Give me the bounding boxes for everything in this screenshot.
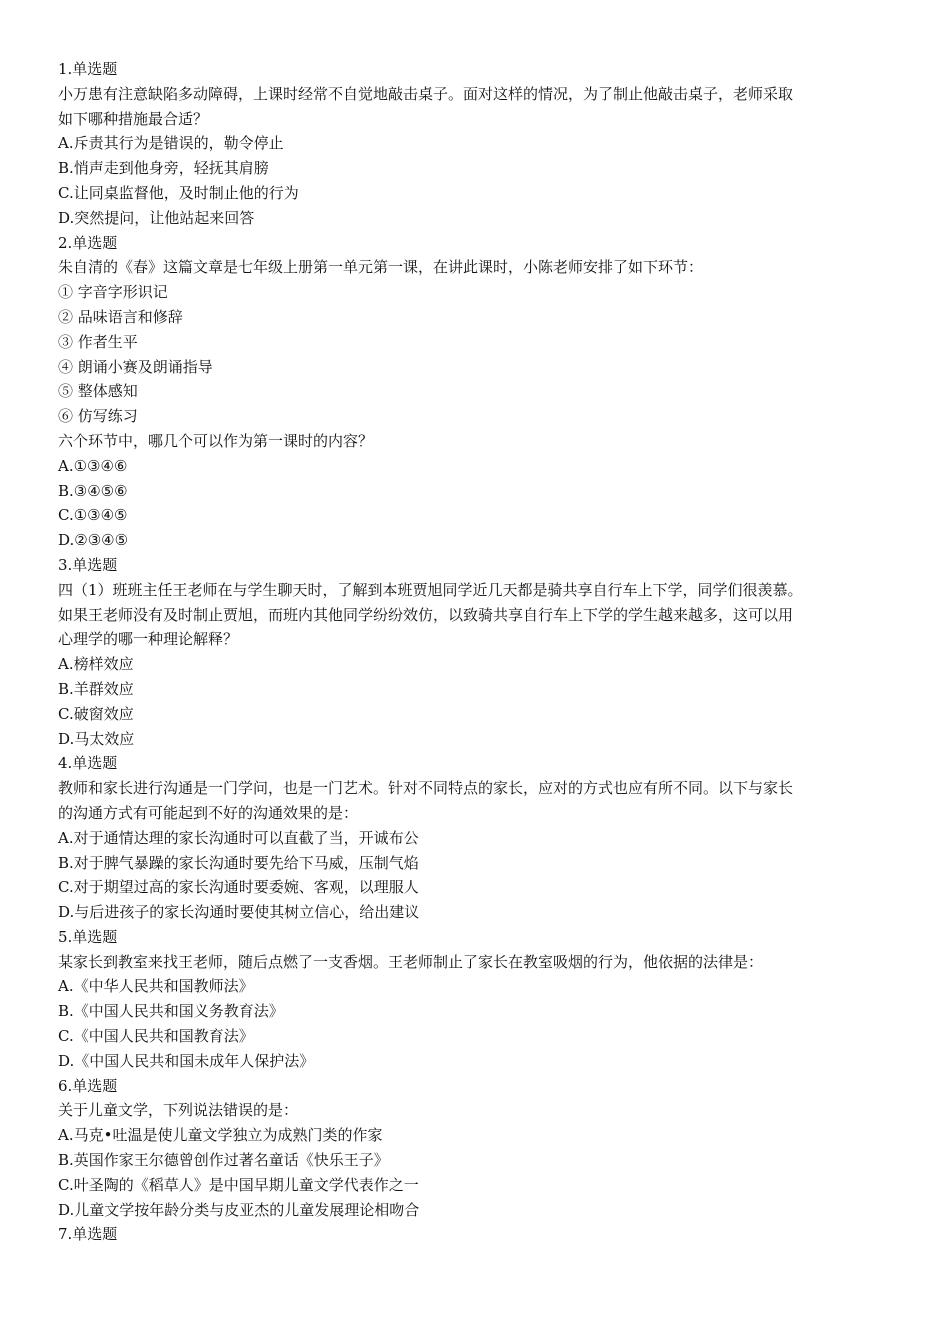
answer-option: B.《中国人民共和国义务教育法》 <box>58 1002 284 1021</box>
question-header: 1.单选题 <box>58 60 118 78</box>
question-stem-line: ⑤ 整体感知 <box>58 382 138 401</box>
answer-option: B.对于脾气暴躁的家长沟通时要先给下马威，压制气焰 <box>58 853 419 872</box>
document-body <box>58 57 898 1247</box>
question-stem-line: ⑥ 仿写练习 <box>58 407 138 426</box>
question-stem-line: 如下哪种措施最合适？ <box>58 109 209 128</box>
question-block <box>58 553 898 751</box>
answer-option: C.叶圣陶的《稻草人》是中国早期儿童文学代表作之一 <box>58 1175 419 1194</box>
question-header: 7.单选题 <box>58 1225 118 1244</box>
question-header: 6.单选题 <box>58 1076 118 1095</box>
question-stem-line: 六个环节中，哪几个可以作为第一课时的内容？ <box>58 431 374 450</box>
answer-option: C.对于期望过高的家长沟通时要委婉、客观，以理服人 <box>58 878 419 897</box>
question-block <box>58 57 898 231</box>
question-stem-line: 教师和家长进行沟通是一门学问，也是一门艺术。针对不同特点的家长，应对的方式也应有所不同。以下与家长 <box>58 779 794 798</box>
answer-option: D.马太效应 <box>58 729 135 748</box>
answer-option: A.榜样效应 <box>58 655 134 674</box>
answer-option: A.对于通情达理的家长沟通时可以直截了当，开诚布公 <box>58 828 419 847</box>
question-block <box>58 925 898 1074</box>
question-stem-line: ④ 朗诵小赛及朗诵指导 <box>58 357 213 376</box>
question-block <box>58 231 898 553</box>
answer-option: D.儿童文学按年龄分类与皮亚杰的儿童发展理论相吻合 <box>58 1200 420 1219</box>
answer-option: A.马克•吐温是使儿童文学独立为成熟门类的作家 <box>58 1126 383 1145</box>
answer-option: C.《中国人民共和国教育法》 <box>58 1027 254 1046</box>
question-stem-line: 小万患有注意缺陷多动障碍，上课时经常不自觉地敲击桌子。面对这样的情况，为了制止他敲击桌子，老师采取 <box>58 84 794 103</box>
question-stem-line: 朱自清的《春》这篇文章是七年级上册第一单元第一课，在讲此课时，小陈老师安排了如下环节： <box>58 258 704 277</box>
answer-option: D.突然提问，让他站起来回答 <box>58 208 255 227</box>
answer-option: D.与后进孩子的家长沟通时要使其树立信心，给出建议 <box>58 903 420 922</box>
question-stem-line: 某家长到教室来找王老师，随后点燃了一支香烟。王老师制止了家长在教室吸烟的行为，他依据的法律是： <box>58 952 764 971</box>
answer-option: A.斥责其行为是错误的，勒令停止 <box>58 134 284 153</box>
question-stem-line: ③ 作者生平 <box>58 332 138 351</box>
question-header: 4.单选题 <box>58 754 118 773</box>
answer-option: D.②③④⑤ <box>58 531 129 550</box>
answer-option: B.③④⑤⑥ <box>58 481 128 500</box>
answer-option: A.《中华人民共和国教师法》 <box>58 977 254 996</box>
question-stem-line: 的沟通方式有可能起到不好的沟通效果的是： <box>58 803 359 822</box>
answer-option: C.让同桌监督他，及时制止他的行为 <box>58 183 299 202</box>
question-header: 2.单选题 <box>58 233 118 252</box>
answer-option: C.①③④⑤ <box>58 506 128 525</box>
answer-option: B.英国作家王尔德曾创作过著名童话《快乐王子》 <box>58 1151 389 1170</box>
question-header: 3.单选题 <box>58 555 118 574</box>
question-stem-line: 四（1）班班主任王老师在与学生聊天时，了解到本班贾旭同学近几天都是骑共享自行车上下学，同学们很羡慕。 <box>58 580 803 599</box>
question-stem-line: 如果王老师没有及时制止贾旭，而班内其他同学纷纷效仿，以致骑共享自行车上下学的学生越来越多，这可以用 <box>58 605 794 624</box>
answer-option: B.羊群效应 <box>58 679 134 698</box>
question-header: 5.单选题 <box>58 927 118 946</box>
answer-option: B.悄声走到他身旁，轻抚其肩膀 <box>58 159 269 178</box>
question-stem-line: ② 品味语言和修辞 <box>58 307 183 326</box>
question-block <box>58 751 898 925</box>
question-stem-line: ① 字音字形识记 <box>58 283 168 302</box>
answer-option: A.①③④⑥ <box>58 456 128 475</box>
question-block <box>58 1074 898 1223</box>
answer-option: C.破窗效应 <box>58 704 134 723</box>
question-stem-line: 关于儿童文学，下列说法错误的是： <box>58 1101 299 1120</box>
question-block <box>58 1222 898 1247</box>
question-stem-line: 心理学的哪一种理论解释？ <box>58 630 239 649</box>
answer-option: D.《中国人民共和国未成年人保护法》 <box>58 1051 315 1070</box>
